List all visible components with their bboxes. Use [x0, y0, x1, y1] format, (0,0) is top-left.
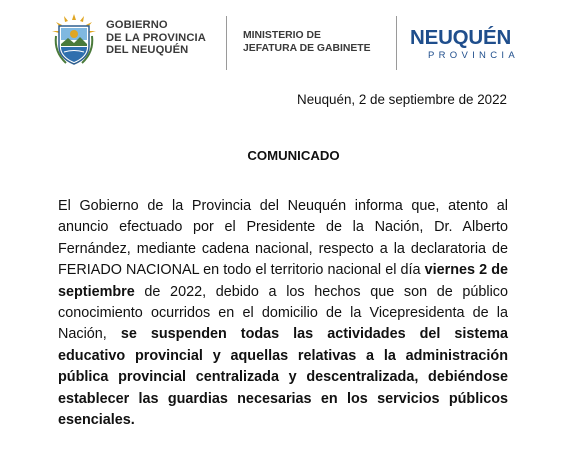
ministry-line-1: MINISTERIO DE: [243, 30, 321, 41]
header-divider: [396, 16, 397, 70]
paragraph-emphasis: se suspenden todas las actividades del sistema educativo provincial y aquellas relativas a la administración pública provincial centralizada y descentralizada, debiéndose establecer las guardias necesarias en los servicios públicos esenciales.: [58, 326, 508, 429]
coat-of-arms-icon: [52, 14, 96, 66]
gov-line-2: DE LA PROVINCIA: [106, 31, 206, 44]
document-paragraph: [58, 196, 508, 431]
brand-title: NEUQUÉN: [410, 26, 512, 49]
government-name: [106, 19, 206, 57]
ministry-name: [243, 29, 371, 55]
ministry-line-2: JEFATURA DE GABINETE: [243, 43, 371, 54]
brand-subtitle: PROVINCIA: [428, 50, 519, 61]
document-date: Neuquén, 2 de septiembre de 2022: [297, 92, 507, 107]
document-heading: COMUNICADO: [247, 148, 340, 163]
paragraph-text: de 2022, debido a los hechos que son de público conocimiento ocurridos en el domicilio de la Vicepresidenta de la Nación,: [58, 283, 508, 343]
gov-line-3: DEL NEUQUÉN: [106, 44, 189, 57]
paragraph-emphasis: viernes 2 de septiembre: [58, 262, 508, 300]
gov-line-1: GOBIERNO: [106, 19, 168, 31]
paragraph-text: El Gobierno de la Provincia del Neuquén informa que, atento al anuncio efectuado por el Presidente de la Nación, Dr. Alberto Fernández, mediante cadena nacional, respecto a la declaratoria de FERIADO NACIONAL en todo el territorio nacional el día: [58, 198, 508, 279]
document-header: [0, 0, 587, 88]
header-divider: [226, 16, 227, 70]
